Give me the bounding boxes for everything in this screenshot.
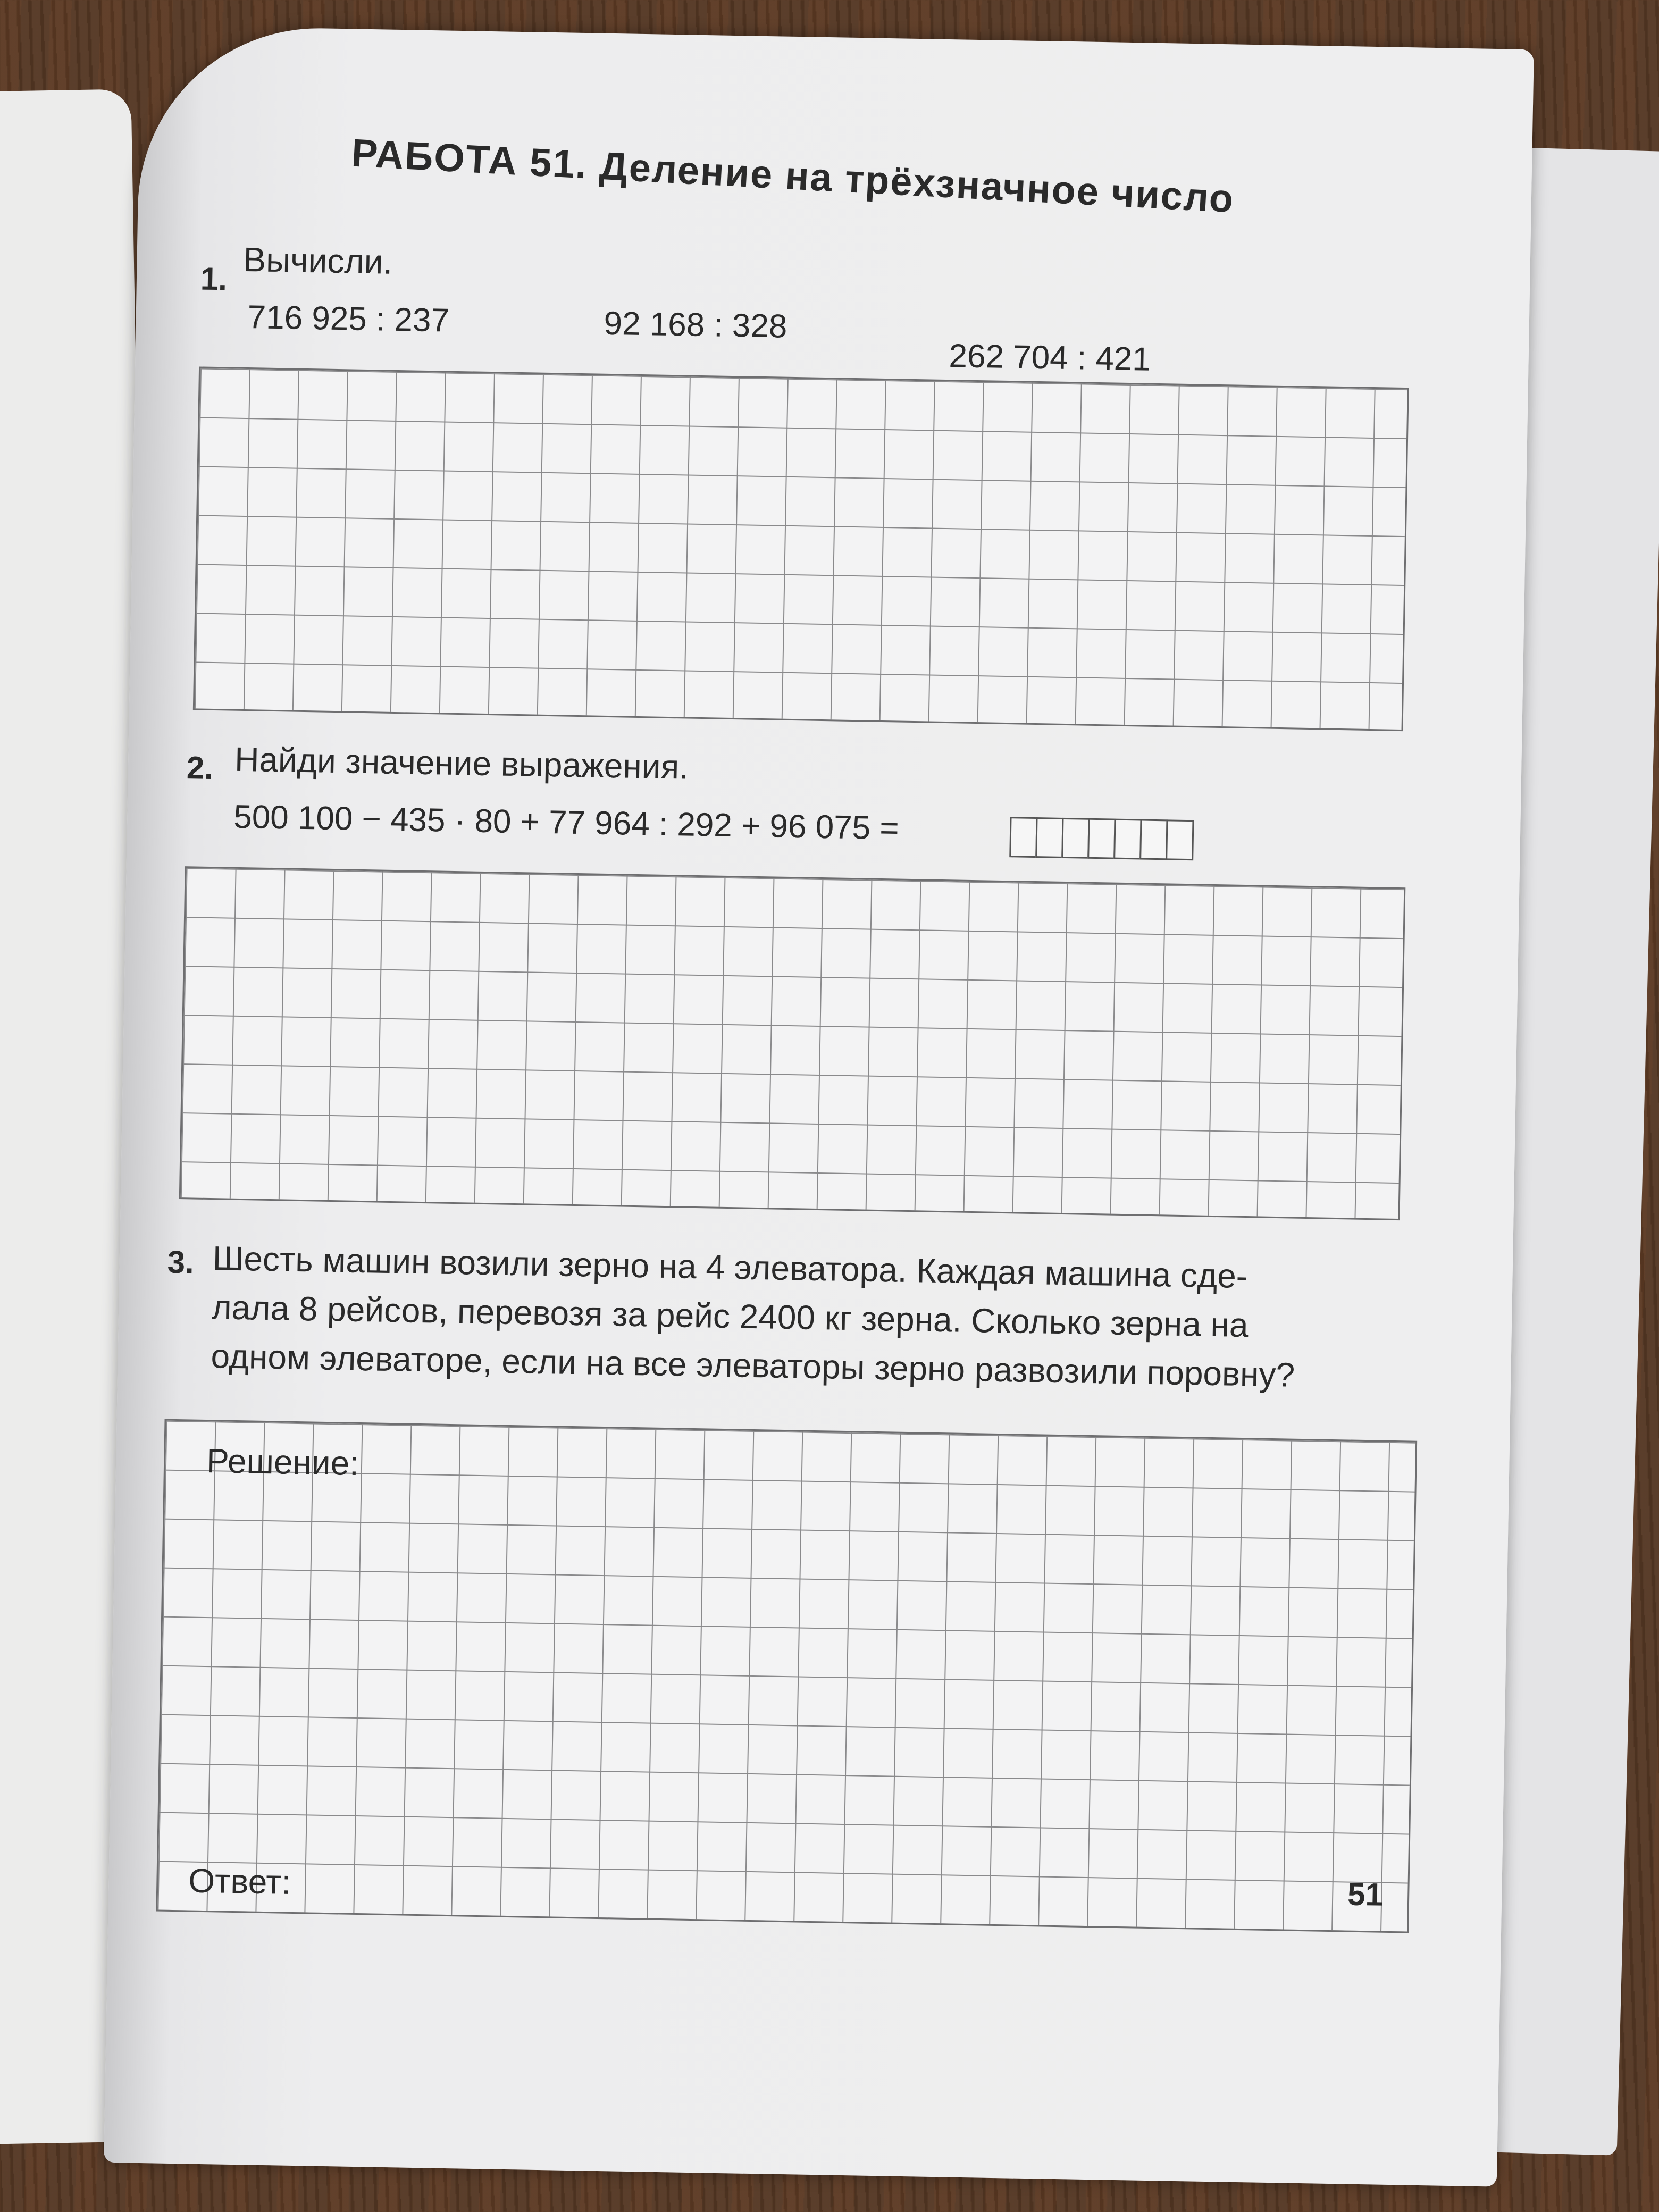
- page-title: РАБОТА 51. Деление на трёхзначное число: [350, 130, 1236, 221]
- answer-digit-box[interactable]: [1087, 818, 1116, 859]
- workbook-page: [104, 25, 1534, 2186]
- task-1-instruction: Вычисли.: [242, 240, 393, 281]
- page-number: 51: [1347, 1876, 1384, 1913]
- task-1-expression-1: 716 925 : 237: [247, 299, 450, 339]
- task-1-grid[interactable]: [193, 366, 1409, 731]
- answer-digit-box[interactable]: [1061, 818, 1090, 859]
- task-3-line-3: одном элеваторе, если на все элеваторы зерно развозили поровну?: [210, 1337, 1295, 1394]
- task-2-instruction: Найди значение выражения.: [234, 740, 689, 786]
- task-3-grid[interactable]: [156, 1419, 1417, 1933]
- task-2-expression: 500 100 − 435 · 80 + 77 964 : 292 + 96 075 =: [233, 798, 900, 847]
- answer-digit-box[interactable]: [1166, 819, 1194, 860]
- answer-digit-box[interactable]: [1139, 819, 1168, 860]
- task-2-grid[interactable]: [179, 866, 1406, 1220]
- task-3-number: 3.: [167, 1244, 195, 1280]
- task-3-line-2: лала 8 рейсов, перевозя за рейс 2400 кг зерна. Сколько зерна на: [211, 1288, 1249, 1345]
- task-3-line-1: Шесть машин возили зерно на 4 элеватора. Каждая машина сде-: [212, 1239, 1248, 1296]
- task-1-expression-2: 92 168 : 328: [604, 305, 787, 345]
- answer-digit-box[interactable]: [1113, 819, 1142, 860]
- task-2-number: 2.: [186, 750, 214, 786]
- answer-digit-box[interactable]: [1009, 817, 1037, 858]
- task-2-answer-boxes[interactable]: [1009, 817, 1192, 860]
- task-1-number: 1.: [200, 261, 228, 297]
- solution-label: Решение:: [206, 1442, 359, 1483]
- task-3-text: [211, 1234, 1297, 1400]
- answer-label: Ответ:: [188, 1861, 291, 1901]
- task-1-expression-3: 262 704 : 421: [949, 338, 1151, 378]
- answer-digit-box[interactable]: [1035, 817, 1063, 858]
